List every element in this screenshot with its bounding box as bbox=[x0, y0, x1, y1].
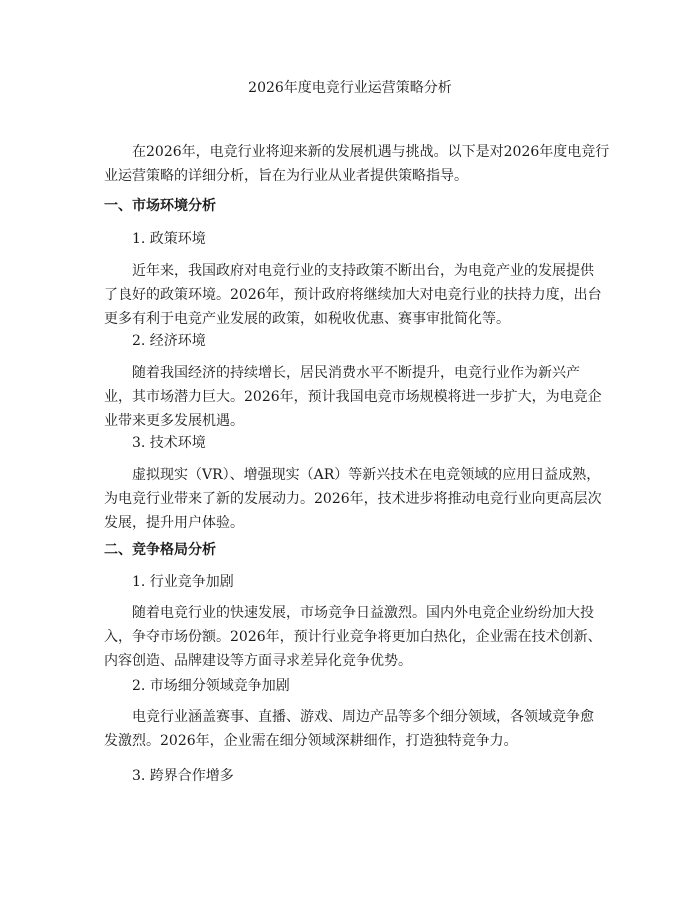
subheading-segment-competition: 2. 市场细分领域竞争加剧 bbox=[132, 678, 290, 694]
intro-paragraph: 在2026年，电竞行业将迎来新的发展机遇与挑战。以下是对2026年度电竞行业运营策略的详细分析，旨在为行业从业者提供策略指导。 bbox=[104, 144, 610, 184]
section-heading-market-environment: 一、市场环境分析 bbox=[104, 198, 216, 214]
paragraph-segment-competition: 电竞行业涵盖赛事、直播、游戏、周边产品等多个细分领域，各领域竞争愈发激烈。2026年，企业需在细分领域深耕细作，打造独特竞争力。 bbox=[104, 709, 594, 749]
subheading-economic-environment: 2. 经济环境 bbox=[132, 333, 206, 349]
paragraph-policy-environment: 近年来，我国政府对电竞行业的支持政策不断出台，为电竞产业的发展提供了良好的政策环境。2026年，预计政府将继续加大对电竞行业的扶持力度，出台更多有利于电竞产业发展的政策，如税收优惠、赛事审批简化等。 bbox=[104, 263, 602, 327]
section-heading-competition: 二、竞争格局分析 bbox=[104, 542, 216, 558]
subheading-cross-border-cooperation: 3. 跨界合作增多 bbox=[132, 768, 234, 784]
subheading-industry-competition: 1. 行业竞争加剧 bbox=[132, 574, 234, 590]
paragraph-technology-environment: 虚拟现实（VR）、增强现实（AR）等新兴技术在电竞领域的应用日益成熟，为电竞行业带来了新的发展动力。2026年，技术进步将推动电竞行业向更高层次发展，提升用户体验。 bbox=[104, 467, 602, 531]
document-title: 2026年度电竞行业运营策略分析 bbox=[248, 80, 452, 96]
subheading-policy-environment: 1. 政策环境 bbox=[132, 231, 206, 247]
paragraph-industry-competition: 随着电竞行业的快速发展，市场竞争日益激烈。国内外电竞企业纷纷加大投入，争夺市场份额。2026年，预计行业竞争将更加白热化，企业需在技术创新、内容创造、品牌建设等方面寻求差异化竞争优势。 bbox=[104, 605, 602, 669]
subheading-technology-environment: 3. 技术环境 bbox=[132, 435, 206, 451]
paragraph-economic-environment: 随着我国经济的持续增长，居民消费水平不断提升，电竞行业作为新兴产业，其市场潜力巨大。2026年，预计我国电竞市场规模将进一步扩大，为电竞企业带来更多发展机遇。 bbox=[104, 365, 602, 429]
